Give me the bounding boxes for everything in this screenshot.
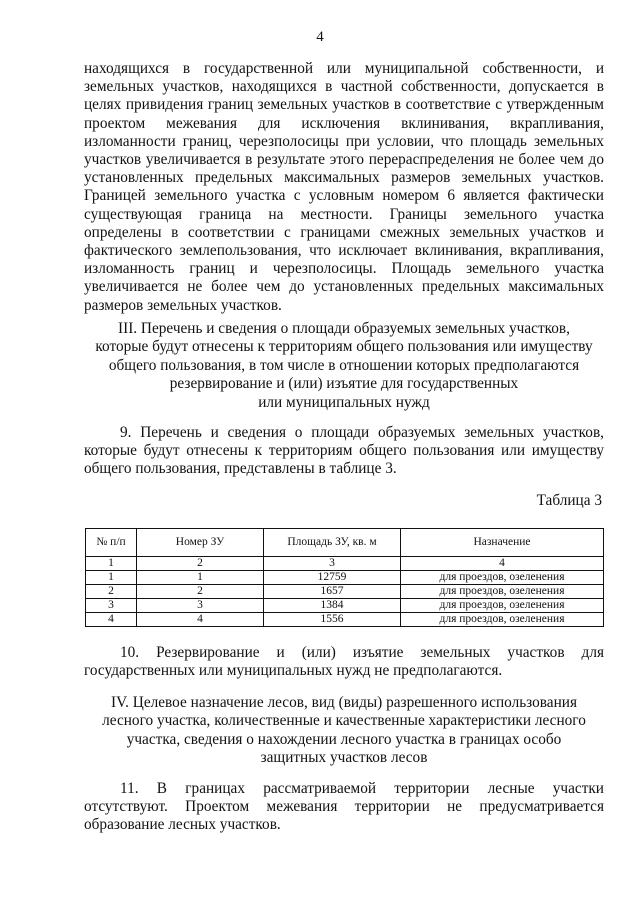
table-cell: 4 bbox=[401, 557, 604, 571]
table-cell: 1657 bbox=[264, 585, 401, 599]
heading-line: общего пользования, в том числе в отношении которых предполагаются bbox=[108, 356, 580, 374]
table-cell: 2 bbox=[86, 585, 137, 599]
paragraph-11: 11. В границах рассматриваемой территории лесные участки отсутствуют. Проектом межевания территории не предусматривается образование лесных участков. bbox=[84, 780, 604, 834]
table-row bbox=[86, 613, 604, 627]
table-row bbox=[86, 571, 604, 585]
heading-line: или муниципальных нужд bbox=[258, 393, 430, 411]
page-number: 4 bbox=[316, 29, 324, 45]
table-header-row bbox=[86, 529, 604, 557]
heading-line: лесного участка, количественные и качественные характеристики лесного bbox=[102, 712, 586, 730]
column-header: Номер ЗУ bbox=[137, 529, 264, 557]
column-header: Назначение bbox=[401, 529, 604, 557]
table-cell: для проездов, озеленения bbox=[401, 599, 604, 613]
heading-line: резервирование и (или) изъятие для государственных bbox=[169, 375, 519, 393]
heading-line: участка, сведения о нахождении лесного участка в границах особо bbox=[126, 730, 562, 748]
column-header: Площадь ЗУ, кв. м bbox=[264, 529, 401, 557]
paragraph-9: 9. Перечень и сведения о площади образуемых земельных участков, которые будут отнесены к территориям общего пользования или имуществу общего пользования, представлены в таблице 3. bbox=[84, 424, 604, 478]
table-cell: для проездов, озеленения bbox=[401, 571, 604, 585]
table-row bbox=[86, 585, 604, 599]
table-cell: 1 bbox=[86, 557, 137, 571]
section-3-heading bbox=[84, 320, 604, 412]
table-row bbox=[86, 599, 604, 613]
table-cell: 4 bbox=[137, 613, 264, 627]
table-cell: 3 bbox=[86, 599, 137, 613]
heading-line: III. Перечень и сведения о площади образуемых земельных участков, bbox=[118, 320, 570, 337]
table-cell: 4 bbox=[86, 613, 137, 627]
table-cell: для проездов, озеленения bbox=[401, 613, 604, 627]
table-cell: для проездов, озеленения bbox=[401, 585, 604, 599]
table-cell: 1 bbox=[86, 571, 137, 585]
table-cell: 1 bbox=[137, 571, 264, 585]
column-header: № п/п bbox=[86, 529, 137, 557]
table-index-row bbox=[86, 557, 604, 571]
paragraph-10: 10. Резервирование и (или) изъятие земельных участков для государственных или муниципальных нужд не предполагаются. bbox=[84, 644, 604, 680]
table-cell: 12759 bbox=[264, 571, 401, 585]
table-cell: 2 bbox=[137, 557, 264, 571]
heading-line: защитных участков лесов bbox=[260, 749, 428, 767]
heading-line: которые будут отнесены к территориям общего пользования или имуществу bbox=[95, 338, 593, 356]
table-cell: 2 bbox=[137, 585, 264, 599]
table-cell: 1556 bbox=[264, 613, 401, 627]
heading-line: IV. Целевое назначение лесов, вид (виды) разрешенного использования bbox=[110, 694, 578, 711]
section-4-heading bbox=[84, 694, 604, 768]
table-caption: Таблица 3 bbox=[536, 492, 602, 509]
table-cell: 3 bbox=[264, 557, 401, 571]
paragraph-continued: находящихся в государственной или муниципальной собственности, и земельных участков, находящихся в частной собственности, допускается в целях привидения границ земельных участков в соответствие с утвержденным проектом межевания для исключения вклинивания, вкрапливания, изломанности границ, черезполосицы при условии, что площадь земельных участков увеличивается в результате этого перераспределения не более чем до установленных предельных максимальных размеров земельных участков. Границей земельного участка с условным номером 6 является фактически существующая граница на местности. Границы земельного участка определены в соответствии с границами смежных земельных участков и фактического землепользования, что исключает вклинивания, вкрапливания, изломанность границ и черезполосицы. Площадь земельного участка увеличивается не более чем до установленных предельных максимальных размеров земельных участков. bbox=[84, 60, 604, 314]
table-cell: 1384 bbox=[264, 599, 401, 613]
table-cell: 3 bbox=[137, 599, 264, 613]
table-3 bbox=[85, 528, 604, 627]
